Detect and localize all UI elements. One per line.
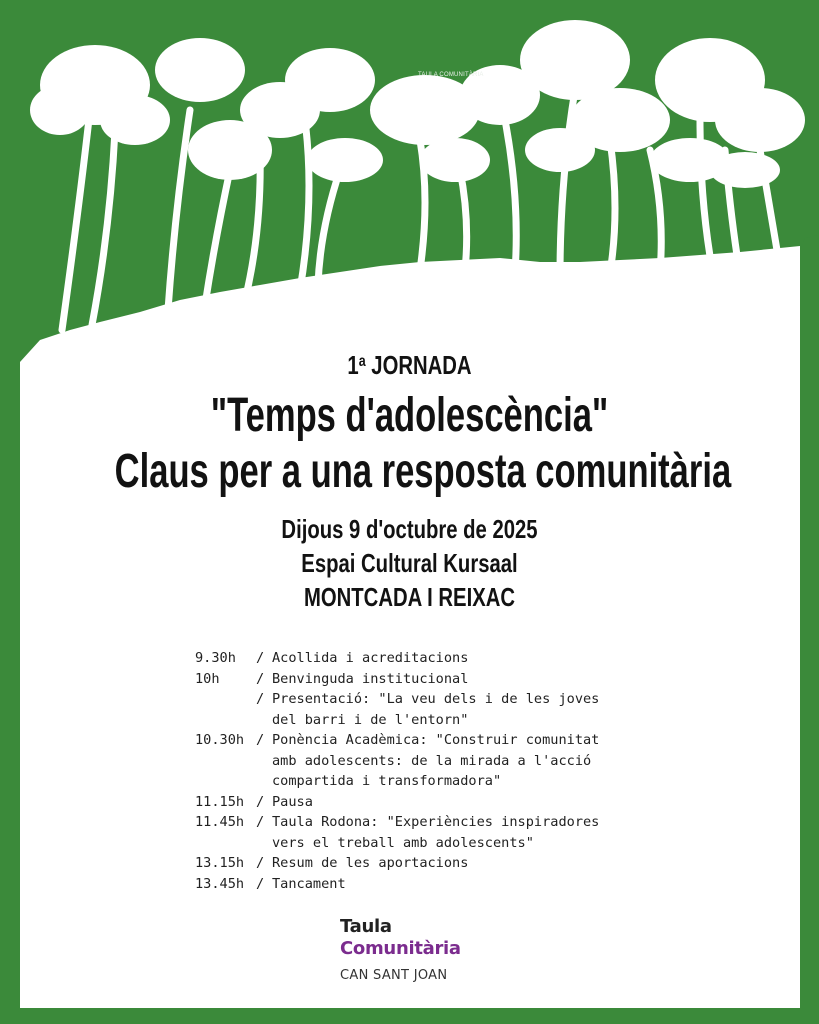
program-item — [195, 648, 635, 669]
program-separator: / — [256, 732, 265, 748]
program-description: Acollida i acreditacions — [272, 650, 469, 666]
program-description: Resum de les aportacions — [272, 855, 469, 871]
program-item — [195, 689, 635, 730]
event-date: Dijous 9 d'octubre de 2025 — [281, 514, 538, 544]
edition-label: JORNADA — [371, 350, 472, 380]
program-separator: / — [256, 670, 265, 687]
program-time: 11.15h — [195, 793, 245, 810]
program-description: Tancament — [272, 875, 346, 892]
program-time: 10.30h — [195, 732, 245, 748]
event-venue: Espai Cultural Kursaal — [301, 548, 518, 578]
program-time: 9.30h — [195, 650, 236, 666]
edition-number: 1 — [347, 350, 359, 380]
forest-silhouette-illustration — [0, 0, 819, 390]
logo-text-comunitaria: Comunitària — [340, 938, 461, 959]
program-list — [195, 648, 635, 894]
program-item — [195, 730, 635, 792]
program-item — [195, 874, 635, 895]
organizer-logo — [340, 916, 500, 983]
program-time: 11.45h — [195, 814, 245, 830]
event-title: "Temps d'adolescència" — [210, 389, 609, 442]
program-time: 13.45h — [195, 875, 245, 892]
program-item — [195, 853, 635, 874]
program-separator: / — [256, 855, 265, 871]
program-item — [195, 669, 635, 690]
edition-suffix: a — [358, 353, 366, 370]
program-separator: / — [256, 793, 265, 810]
program-item — [195, 792, 635, 813]
program-time — [195, 689, 256, 730]
program-separator: / — [256, 814, 265, 830]
event-subtitle: Claus per a una resposta comunitària — [114, 445, 732, 498]
logo-text-neighborhood: CAN SANT JOAN — [340, 968, 448, 983]
program-description: Presentació: "La veu dels i de les joves del barri i de l'entorn" — [272, 691, 600, 728]
program-description: Taula Rodona: "Experiències inspiradores vers el treball amb adolescents" — [272, 814, 600, 851]
header-small-text: TAULA COMUNITÀRIA — [418, 72, 484, 78]
program-description: Benvinguda institucional — [272, 670, 469, 687]
program-item — [195, 812, 635, 853]
event-city: MONTCADA I REIXAC — [303, 582, 516, 612]
logo-text-taula: Taula — [340, 916, 392, 937]
program-separator: / — [256, 691, 265, 707]
program-separator: / — [256, 650, 265, 666]
program-description: Ponència Acadèmica: "Construir comunitat amb adolescents: de la mirada a l'acció compartida i transformadora" — [272, 732, 600, 789]
program-time: 13.15h — [195, 855, 245, 871]
program-time: 10h — [195, 670, 220, 687]
program-description: Pausa — [272, 793, 313, 810]
program-separator: / — [256, 875, 265, 892]
edition-heading — [90, 350, 729, 381]
